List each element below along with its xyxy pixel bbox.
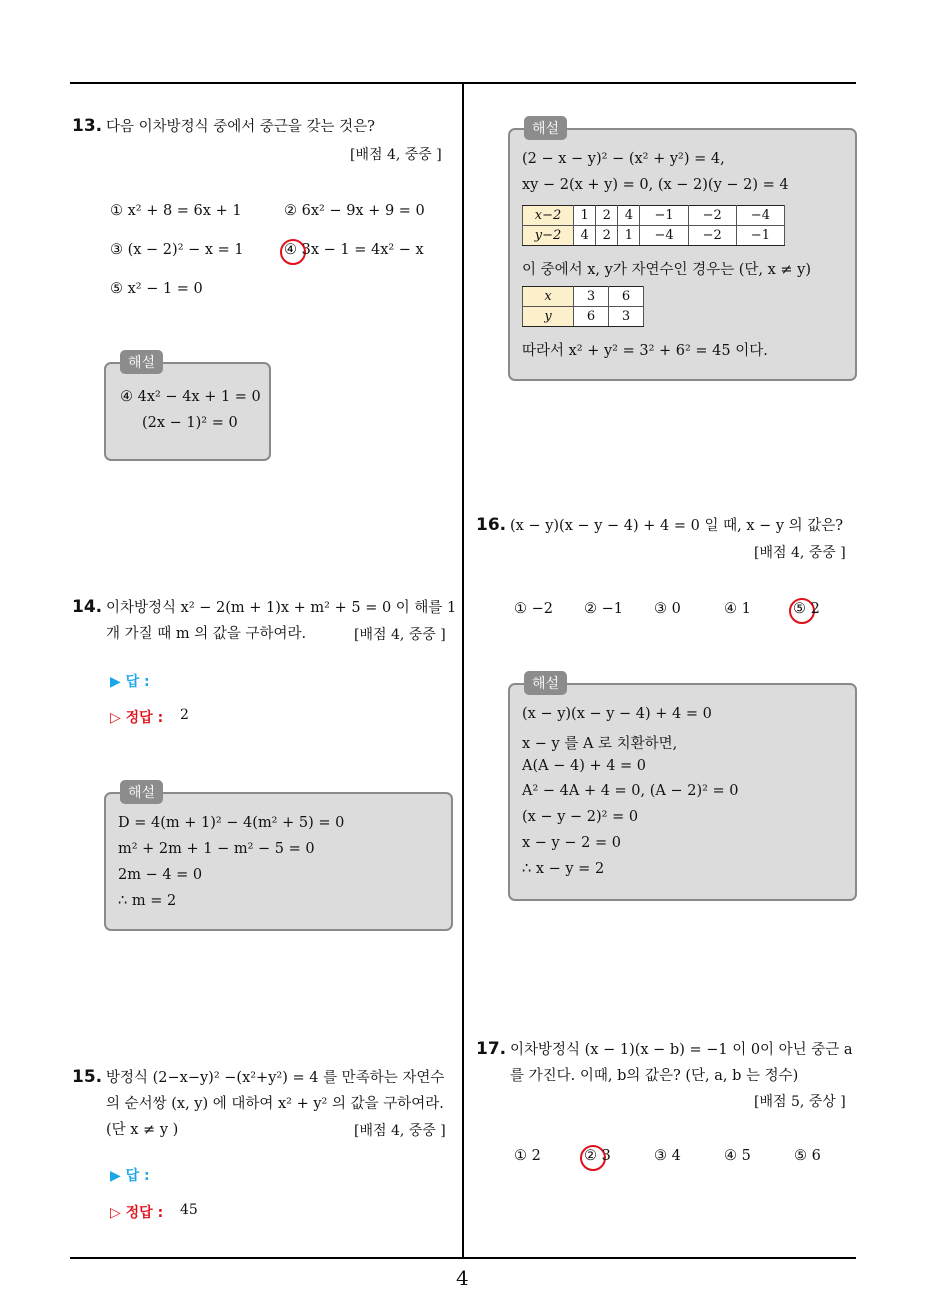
q15-number: 15. (72, 1067, 103, 1087)
q15-correct-label: ▷ 정답 : (110, 1205, 164, 1221)
q13-choice-1[interactable]: ① x² + 8 = 6x + 1 (110, 203, 242, 219)
q17-score: [배점 5, 중상 ] (754, 1094, 846, 1110)
q15-question-line3: (단 x ≠ y ) (106, 1122, 179, 1138)
table-header-cell: x (523, 287, 574, 307)
q15-solution-line: 이 중에서 x, y가 자연수인 경우는 (단, x ≠ y) (522, 262, 811, 278)
q14-score: [배점 4, 중중 ] (354, 627, 446, 643)
q13-number: 13. (72, 116, 103, 136)
q16-solution-line: (x − y − 2)² = 0 (522, 809, 639, 825)
table-cell: −4 (736, 206, 784, 226)
table-row (523, 307, 644, 327)
q17-choice-5[interactable]: ⑤ 6 (794, 1148, 821, 1164)
table-row (523, 287, 644, 307)
table-cell: 1 (618, 226, 640, 246)
q15-solution-line: 따라서 x² + y² = 3² + 6² = 45 이다. (522, 343, 768, 359)
q14-solution-tag: 해설 (120, 780, 163, 804)
bottom-rule (70, 1257, 856, 1259)
q14-answer-input[interactable]: ▶ 답 : (110, 674, 150, 690)
q16-solution-line: A² − 4A + 4 = 0, (A − 2)² = 0 (522, 783, 739, 799)
q14-question-line1: 이차방정식 x² − 2(m + 1)x + m² + 5 = 0 이 해를 1 (106, 600, 457, 616)
table-header-cell: y (523, 307, 574, 327)
q16-choice-1[interactable]: ① −2 (514, 601, 553, 617)
q13-choice-3[interactable]: ③ (x − 2)² − x = 1 (110, 242, 244, 258)
table-header-cell: y−2 (523, 226, 574, 246)
table-cell: −1 (640, 206, 688, 226)
q13-choice-2[interactable]: ② 6x² − 9x + 9 = 0 (284, 203, 425, 219)
table-cell: 6 (609, 287, 644, 307)
q14-correct-label: ▷ 정답 : (110, 710, 164, 726)
q14-solution-line: ∴ m = 2 (118, 893, 177, 909)
table-cell: −1 (736, 226, 784, 246)
q17-question-line1: 이차방정식 (x − 1)(x − b) = −1 이 0이 아닌 중근 a (510, 1042, 853, 1058)
table-cell: 2 (596, 226, 618, 246)
q13-solution-box (104, 362, 271, 461)
q16-choice-5[interactable]: ⑤ 2 (793, 601, 820, 617)
q13-solution-line: ④ 4x² − 4x + 1 = 0 (120, 389, 261, 405)
q13-solution-tag: 해설 (120, 350, 163, 374)
table-cell: 1 (574, 206, 596, 226)
q15-question-line2: 의 순서쌍 (x, y) 에 대하여 x² + y² 의 값을 구하여라. (106, 1096, 444, 1112)
q14-solution-line: D = 4(m + 1)² − 4(m² + 5) = 0 (118, 815, 345, 831)
page-number: 4 (456, 1266, 469, 1290)
q16-solution-line: x − y − 2 = 0 (522, 835, 621, 851)
q14-question-line2: 개 가질 때 m 의 값을 구하여라. (106, 626, 307, 642)
q17-number: 17. (476, 1039, 507, 1059)
table-cell: −2 (688, 206, 736, 226)
q17-choice-4[interactable]: ④ 5 (724, 1148, 751, 1164)
table-cell: 3 (574, 287, 609, 307)
q15-table-1 (522, 205, 785, 246)
q14-solution-box (104, 792, 453, 931)
q16-solution-line: (x − y)(x − y − 4) + 4 = 0 (522, 706, 712, 722)
q15-answer-input[interactable]: ▶ 답 : (110, 1168, 150, 1184)
q17-choice-2[interactable]: ② 3 (584, 1148, 611, 1164)
q13-solution-line: (2x − 1)² = 0 (142, 415, 238, 431)
table-cell: 6 (574, 307, 609, 327)
q17-choice-3[interactable]: ③ 4 (654, 1148, 681, 1164)
q16-choice-2[interactable]: ② −1 (584, 601, 623, 617)
q16-choice-3[interactable]: ③ 0 (654, 601, 681, 617)
q16-question: (x − y)(x − y − 4) + 4 = 0 일 때, x − y 의 값은? (510, 518, 844, 534)
q14-number: 14. (72, 597, 103, 617)
q15-table-2 (522, 286, 644, 327)
table-row (523, 206, 785, 226)
q15-solution-tag: 해설 (524, 116, 567, 140)
q13-choice-4[interactable]: ④ 3x − 1 = 4x² − x (284, 242, 424, 258)
table-cell: 3 (609, 307, 644, 327)
table-cell: −4 (640, 226, 688, 246)
q17-question-line2: 를 가진다. 이때, b의 값은? (단, a, b 는 정수) (510, 1068, 799, 1084)
q17-choice-1[interactable]: ① 2 (514, 1148, 541, 1164)
q16-solution-line: ∴ x − y = 2 (522, 861, 605, 877)
q16-solution-tag: 해설 (524, 671, 567, 695)
table-cell: 4 (618, 206, 640, 226)
q15-correct-value: 45 (180, 1202, 198, 1218)
column-divider (462, 83, 464, 1259)
table-header-cell: x−2 (523, 206, 574, 226)
q16-choice-4[interactable]: ④ 1 (724, 601, 751, 617)
table-cell: 4 (574, 226, 596, 246)
q13-choice-5[interactable]: ⑤ x² − 1 = 0 (110, 281, 203, 297)
q15-score: [배점 4, 중중 ] (354, 1123, 446, 1139)
q16-solution-line: A(A − 4) + 4 = 0 (522, 758, 647, 774)
q14-solution-line: m² + 2m + 1 − m² − 5 = 0 (118, 841, 315, 857)
q13-question: 다음 이차방정식 중에서 중근을 갖는 것은? (106, 119, 375, 135)
table-cell: −2 (688, 226, 736, 246)
q16-solution-line: x − y 를 A 로 치환하면, (522, 736, 678, 752)
q14-solution-line: 2m − 4 = 0 (118, 867, 203, 883)
table-row (523, 226, 785, 246)
q15-question-line1: 방정식 (2−x−y)² −(x²+y²) = 4 를 만족하는 자연수 (106, 1070, 445, 1086)
q16-number: 16. (476, 515, 507, 535)
table-cell: 2 (596, 206, 618, 226)
q13-score: [배점 4, 중중 ] (350, 147, 442, 163)
q16-score: [배점 4, 중중 ] (754, 545, 846, 561)
q15-solution-line: (2 − x − y)² − (x² + y²) = 4, (522, 151, 725, 167)
q14-correct-value: 2 (180, 707, 189, 723)
q15-solution-line: xy − 2(x + y) = 0, (x − 2)(y − 2) = 4 (522, 177, 789, 193)
